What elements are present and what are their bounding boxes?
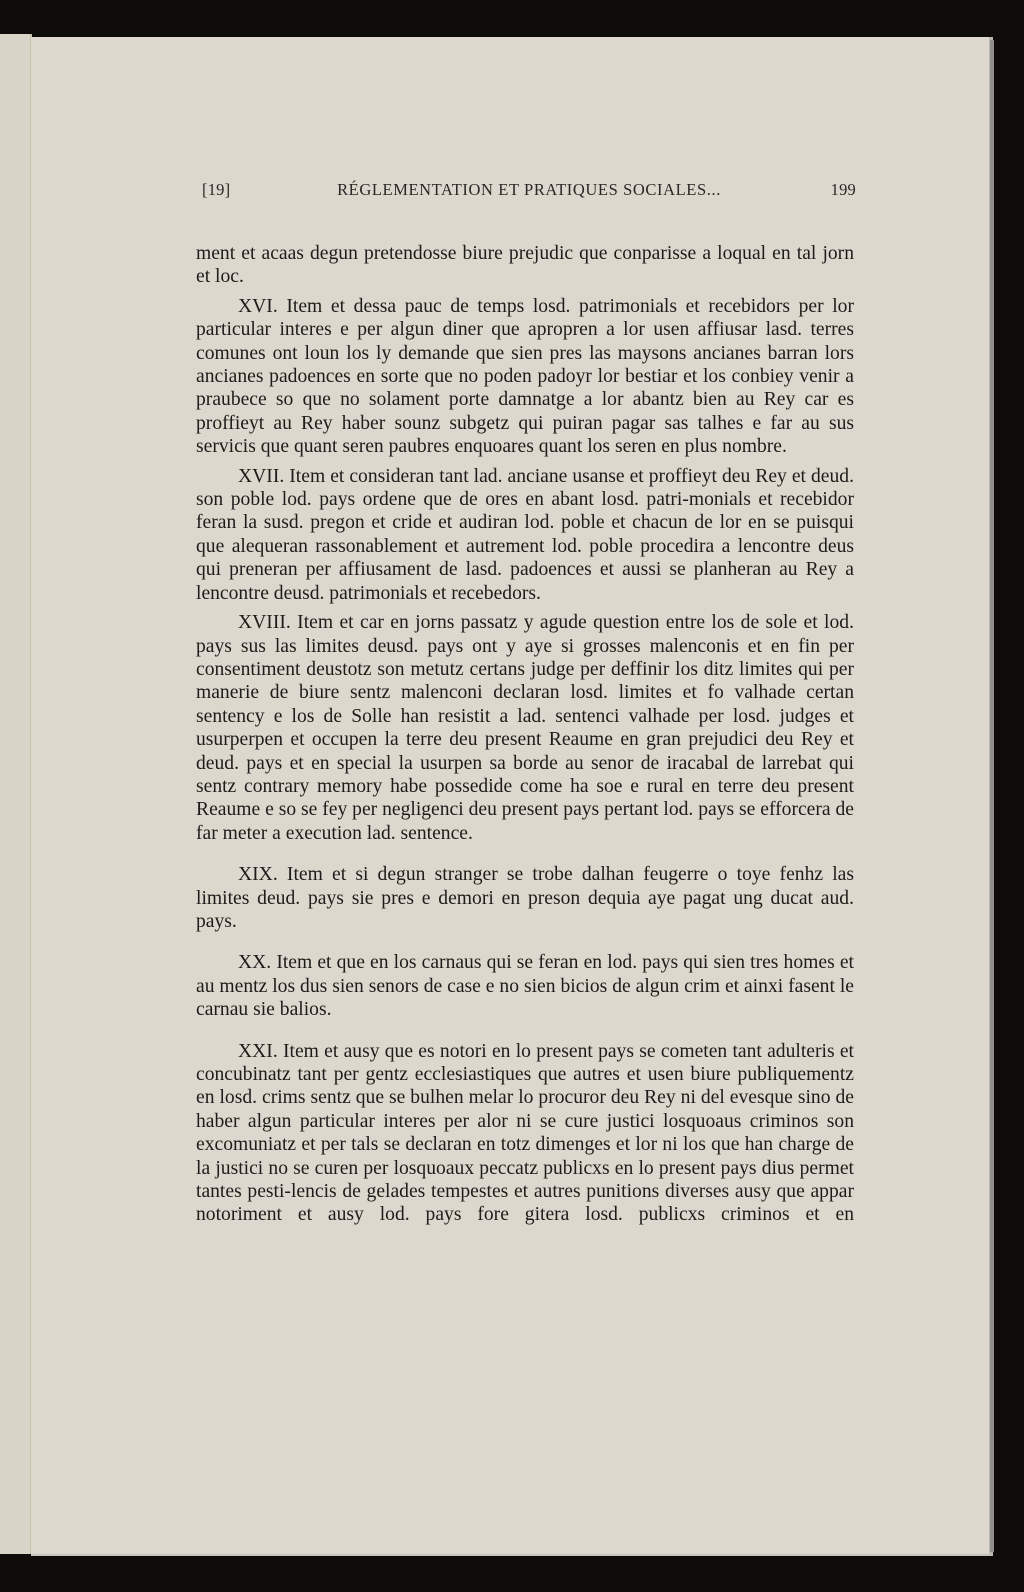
- article-text: Item et consideran tant lad. anciane usanse et proffieyt deu Rey et deud. son poble lod. pays ordene que de ores en abant losd. patri-monials et recebidor feran la susd. pregon et cride et audiran lod. poble et chacun de lor en se puisqui que alequeran rassonablement et autrement lod. poble procedira a lencontre deus qui preneran per affiusament de lasd. padoences et aussi se planheran au Rey a lencontre deusd. patrimonials et recebedors.: [196, 465, 855, 604]
- chapter-number: [19]: [202, 180, 231, 199]
- article-xvi: [196, 295, 854, 459]
- running-title: RÉGLEMENTATION ET PRATIQUES SOCIALES...: [337, 180, 721, 199]
- article-text: Item et si degun stranger se trobe dalhan feugerre o toye fenhz las limites deud. pays sie pres e demori en preson dequia aye pagat ung ducat aud. pays.: [196, 864, 855, 932]
- article-number: XX.: [238, 952, 272, 974]
- page-number: 199: [830, 180, 856, 199]
- article-number: XVIII.: [238, 612, 291, 634]
- article-text: Item et dessa pauc de temps losd. patrimonials et recebidors per lor particular interes e per algun diner que apropren a lor usen affiusar lasd. terres comunes ont loun los ly demande que sien pres las maysons ancianes barran lors ancianes padoences en sorte que no poden padoyr lor bestiar et los conbiey venir a praubece so que no solament porte damnatge a lor abantz bien au Rey car es proffieyt au Rey haber sounz subgetz qui puiran pagar sas talhes e far au sus servicis que quant seren paubres enquoares quant los seren en plus nombre.: [196, 295, 854, 458]
- article-xix: [196, 863, 854, 933]
- body-text: [196, 242, 854, 1233]
- paragraph-text: ment et acaas degun pretendosse biure prejudic que conparisse a loqual en tal jorn et loc.: [196, 243, 854, 288]
- article-xvii: [196, 465, 854, 605]
- article-number: XIX.: [238, 864, 278, 886]
- article-text: Item et que en los carnaus qui se feran en lod. pays qui sien tres homes et au mentz los dus sien senors de case e no sien bicios de algun crim et ainxi fasent le carnau sie balios.: [196, 952, 854, 1021]
- paragraph-continuation: [196, 242, 854, 289]
- article-text: Item et car en jorns passatz y agude question entre los de sole et lod. pays sus las limites deusd. pays ont y aye si grosses malenconis et en fin per consentiment deustotz son metutz certans judge per deffinir los ditz limites qui per manerie de biure sentz malenconi declaran losd. limites et fo valhade certan sentency e los de Solle han resistit a lad. sentenci valhade per losd. judges et usurperpen et occupen la terre deu present Reaume en gran prejudici deu Rey et deud. pays et en special la usurpen sa borde au senor de iracabal de larrebat qui sentz contrary memory habe possedide come ha soe e rural en terre deu present Reaume e so se fey per negligenci deu present pays pertant lod. pays se efforcera de far meter a execution lad. sentence.: [196, 612, 854, 844]
- page-edge: [990, 40, 994, 1552]
- article-xx: [196, 951, 854, 1021]
- article-xviii: [196, 611, 854, 845]
- article-number: XVI.: [238, 295, 278, 317]
- running-head: [202, 180, 856, 202]
- article-text: Item et ausy que es notori en lo present pays se cometen tant adulteris et concubinatz tant per gentz ecclesiastiques que autres et usen biure publiquementz en losd. crims sentz que se bulhen melar lo procuror deu Rey ni del evesque sino de haber algun particular interes per alor ni se cure justici losquoaus criminos son excomuniatz et per tals se declaran en totz dimenges et lor ni los que han charge de la justici no se curen per losquoaux peccatz publicxs en lo present pays dius permet tantes pesti-lencis de gelades tempestes et autres punitions diverses ausy que appar notoriment et ausy lod. pays fore gitera losd. publicxs criminos et en: [196, 1040, 854, 1226]
- article-number: XXI.: [238, 1040, 278, 1062]
- article-number: XVII.: [238, 465, 285, 487]
- facing-page-edge: [0, 34, 32, 1554]
- article-xxi: [196, 1040, 854, 1227]
